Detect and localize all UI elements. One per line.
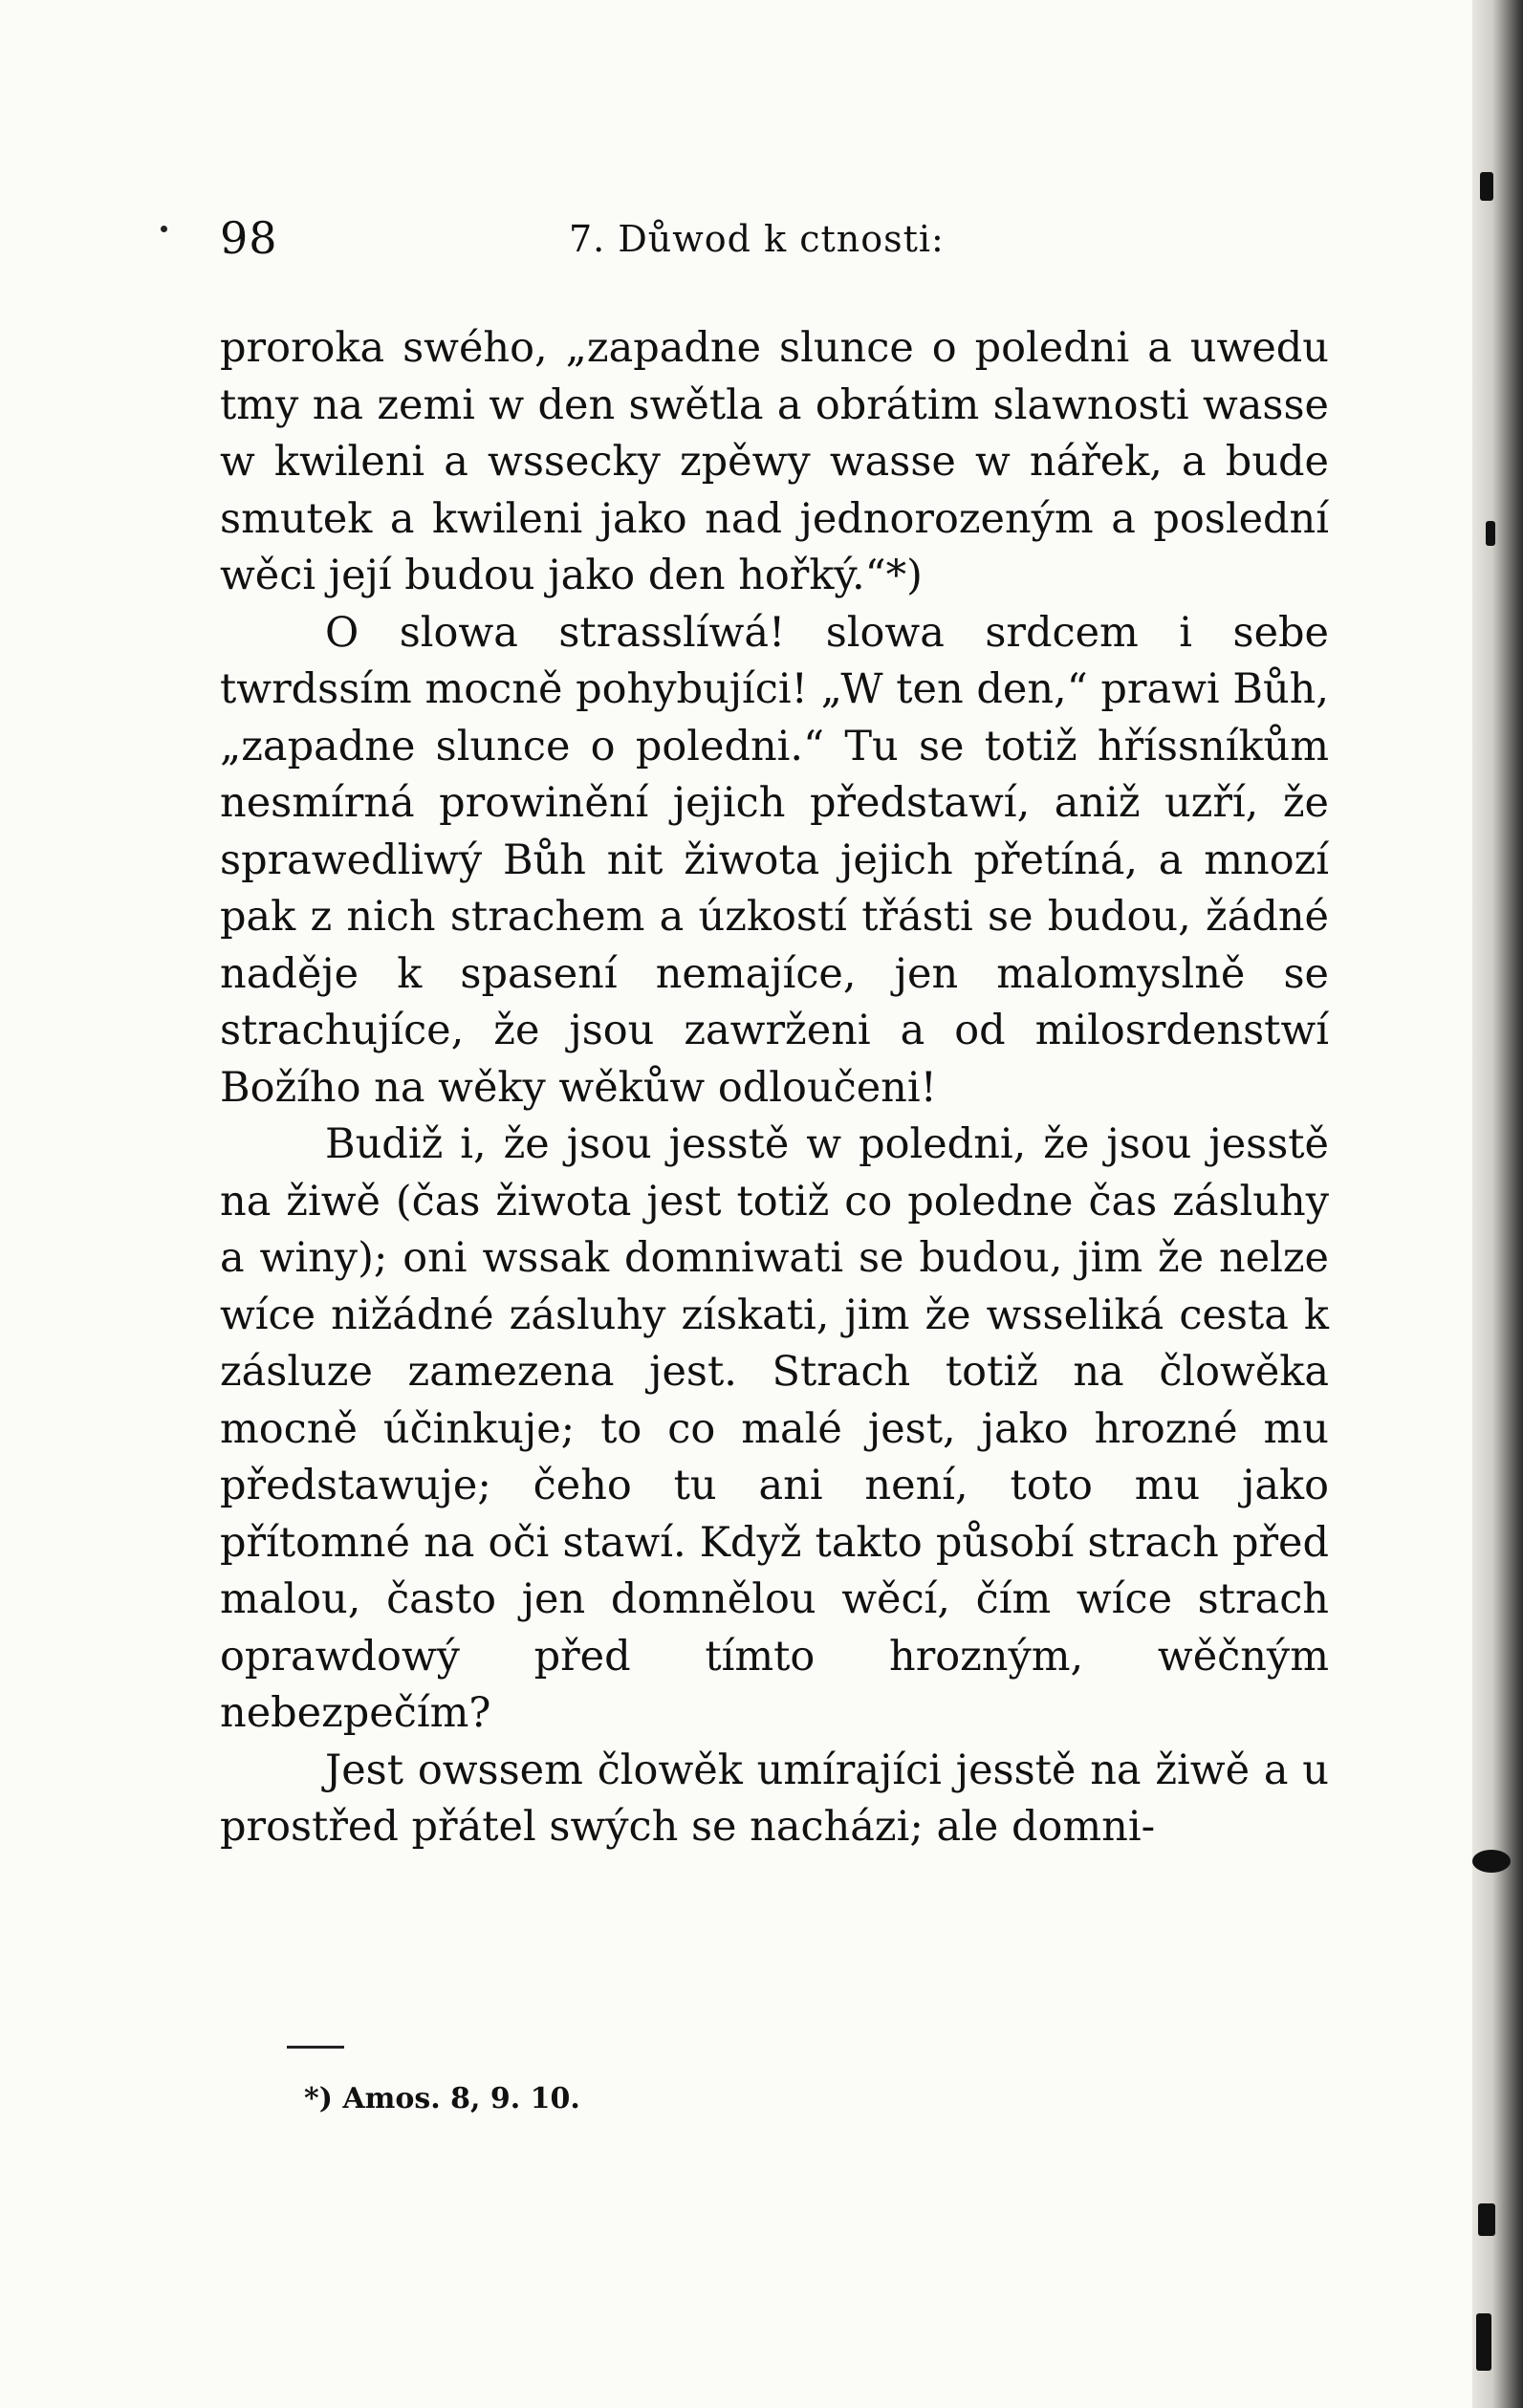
paragraph-4: Jest owssem člowěk umírajíci jesstě na žiwě a u prostřed přátel swých se nacházi; ale domni- [220, 1746, 1329, 1851]
scan-edge [1472, 0, 1523, 2408]
edge-mark [1472, 1850, 1511, 1873]
edge-mark [1478, 2203, 1495, 2236]
margin-dot [161, 226, 167, 232]
running-title: 7. Důwod k ctnosti: [569, 218, 945, 260]
page-number: 98 [220, 212, 278, 264]
body-text [220, 320, 1329, 1856]
footnote: *) Amos. 8, 9. 10. [304, 2082, 580, 2115]
footnote-rule [287, 2046, 344, 2049]
page-header [172, 212, 1329, 279]
paragraph-2: O slowa strasslíwá! slowa srdcem i sebe twrdssím mocně pohybujíci! „W ten den,“ prawi Bůh, „zapadne slunce o poledni.“ Tu se totiž hříssníkům nesmírná prowinění jejich předstawí, aniž uzří, že sprawedliwý Bůh nit žiwota jejich přetíná, a mnozí pak z nich strachem a úzkostí třásti se budou, žádné naděje k spasení nemajíce, jen malomyslně se strachujíce, že jsou zawrženi a od milosrdenstwí Božího na wěky wěkůw odloučeni! [220, 608, 1329, 1112]
paragraph-3: Budiž i, že jsou jesstě w poledni, že jsou jesstě na žiwě (čas žiwota jest totiž co poledne čas zásluhy a winy); oni wssak domniwati se budou, jim že nelze wíce nižádné zásluhy získati, jim že wsseliká cesta k zásluze zamezena jest. Strach totiž na člowěka mocně účinkuje; to co malé jest, jako hrozné mu předstawuje; čeho tu ani není, toto mu jako přítomné na oči stawí. Když takto působí strach před malou, často jen domnělou wěcí, čím wíce strach oprawdowý před tímto hrozným, wěčným nebezpečím? [220, 1120, 1329, 1737]
edge-mark [1480, 172, 1493, 201]
paragraph-1: proroka swého, „zapadne slunce o poledni a uwedu tmy na zemi w den swětla a obrátim slawnosti wasse w kwileni a wssecky zpěwy wasse w nářek, a bude smutek a kwileni jako nad jednorozeným a poslední wěci její budou jako den hořký.“*) [220, 324, 1329, 599]
edge-mark [1476, 2313, 1491, 2371]
edge-mark [1486, 521, 1495, 546]
